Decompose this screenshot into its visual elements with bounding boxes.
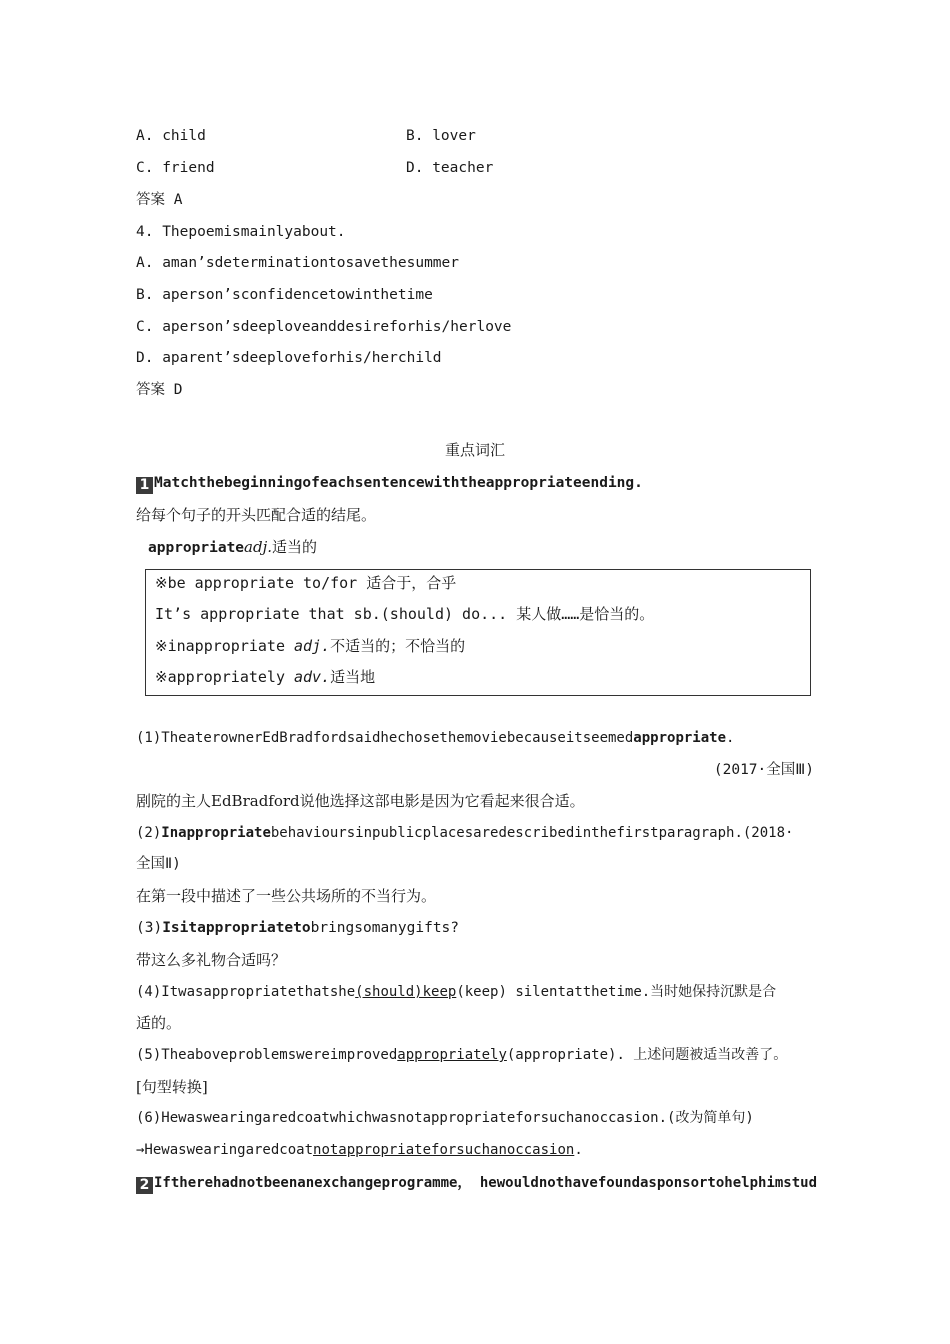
- q4-option-b: B. aperson’sconfidencetowinthetime: [136, 287, 433, 303]
- item1-number-badge: 1: [136, 477, 153, 494]
- example-6-end: .: [574, 1142, 583, 1158]
- q3-option-d: D. teacher: [406, 160, 494, 176]
- vocab-pos: adj.: [244, 538, 272, 556]
- box-line-1: ※be appropriate to/for 适合于，合乎: [155, 574, 457, 592]
- q3-option-c: C. friend: [136, 160, 215, 176]
- vocab-entry: [148, 537, 317, 558]
- box-line-4-meaning: 适当地: [330, 668, 376, 686]
- example-4-rest: (keep) silentatthetime.当时她保持沉默是合: [456, 984, 777, 1000]
- example-5: [136, 1045, 787, 1065]
- box-line-3-meaning: 不适当的；不恰当的: [330, 637, 466, 655]
- example-4-cont: 适的。: [136, 1014, 182, 1032]
- example-1-source: (2017·全国Ⅲ): [713, 762, 814, 778]
- section-title: 重点词汇: [444, 441, 505, 459]
- q4-answer: 答案 D: [136, 382, 183, 398]
- item2-sentence: Iftherehadnotbeenanexchangeprogramme， hewouldnothavefoundasponsortohelphimstud: [154, 1175, 818, 1191]
- example-6-answer-line: [136, 1140, 583, 1160]
- example-5-text: (5)Theaboveproblemswereimproved: [136, 1047, 398, 1063]
- example-2-text: behavioursinpublicplacesaredescribedinthefirstparagraph.(2018·: [270, 825, 794, 841]
- vocab-word: appropriate: [148, 540, 245, 556]
- box-line-3-pos: adj.: [294, 637, 331, 655]
- example-6-prefix: →Hewaswearingaredcoat: [136, 1142, 314, 1158]
- example-1-end: .: [726, 730, 735, 746]
- example-6-answer: notappropriateforsuchanoccasion: [313, 1142, 575, 1158]
- example-4-answer: (should)keep: [355, 984, 457, 1000]
- example-2-translation: 在第一段中描述了一些公共场所的不当行为。: [136, 887, 437, 905]
- usage-box: [145, 569, 811, 696]
- item2-number-badge: 2: [136, 1177, 153, 1194]
- q3-option-a: A. child: [136, 128, 206, 144]
- q3-answer: 答案 A: [136, 192, 183, 208]
- example-2: [136, 823, 793, 843]
- example-1: [136, 728, 734, 748]
- box-line-2: It’s appropriate that sb.(should) do... 某人做……是恰当的。: [155, 605, 655, 623]
- example-2-cont: 全国Ⅱ): [136, 856, 181, 872]
- example-6: (6)Hewaswearingaredcoatwhichwasnotappropriateforsuchanoccasion.(改为简单句): [136, 1110, 754, 1126]
- example-3-num: (3): [136, 920, 163, 936]
- example-3-translation: 带这么多礼物合适吗？: [136, 951, 287, 969]
- example-5-answer: appropriately: [397, 1047, 507, 1063]
- example-3-text: bringsomanygifts?: [310, 920, 460, 936]
- vocab-meaning: 适当的: [272, 538, 318, 556]
- item1-sentence-line: [136, 473, 643, 494]
- example-2-num: (2): [136, 825, 162, 841]
- q4-option-d: D. aparent’sdeeploveforhis/herchild: [136, 350, 442, 366]
- example-1-text: (1)TheaterownerEdBradfordsaidhechosethemoviebecauseitseemed: [136, 730, 634, 746]
- example-3-key: Isitappropriateto: [162, 920, 311, 936]
- box-line-4-word: ※appropriately: [155, 668, 294, 686]
- example-2-key: Inappropriate: [161, 825, 271, 841]
- q3-option-b: B. lover: [406, 128, 476, 144]
- example-3: [136, 918, 459, 938]
- item1-translation: 给每个句子的开头匹配合适的结尾。: [136, 506, 377, 524]
- box-line-3-word: ※inappropriate: [155, 637, 294, 655]
- item2-sentence-line: [136, 1173, 817, 1194]
- box-line-4-pos: adv.: [294, 668, 331, 686]
- q4-question: 4. Thepoemismainlyabout.: [136, 224, 346, 240]
- example-4: [136, 982, 776, 1002]
- q4-option-c: C. aperson’sdeeploveanddesireforhis/herlove: [136, 319, 512, 335]
- box-line-3: [155, 636, 465, 656]
- q4-option-a: A. aman’sdeterminationtosavethesummer: [136, 255, 460, 271]
- example-1-key: appropriate: [633, 730, 727, 746]
- transform-heading: [句型转换]: [136, 1078, 208, 1096]
- item1-sentence: Matchthebeginningofeachsentencewiththeappropriateending.: [154, 475, 643, 491]
- example-5-rest: (appropriate). 上述问题被适当改善了。: [506, 1047, 788, 1063]
- example-1-translation: 剧院的主人EdBradford说他选择这部电影是因为它看起来很合适。: [136, 792, 585, 810]
- example-4-text: (4)Itwasappropriatethatshe: [136, 984, 356, 1000]
- box-line-4: [155, 667, 375, 687]
